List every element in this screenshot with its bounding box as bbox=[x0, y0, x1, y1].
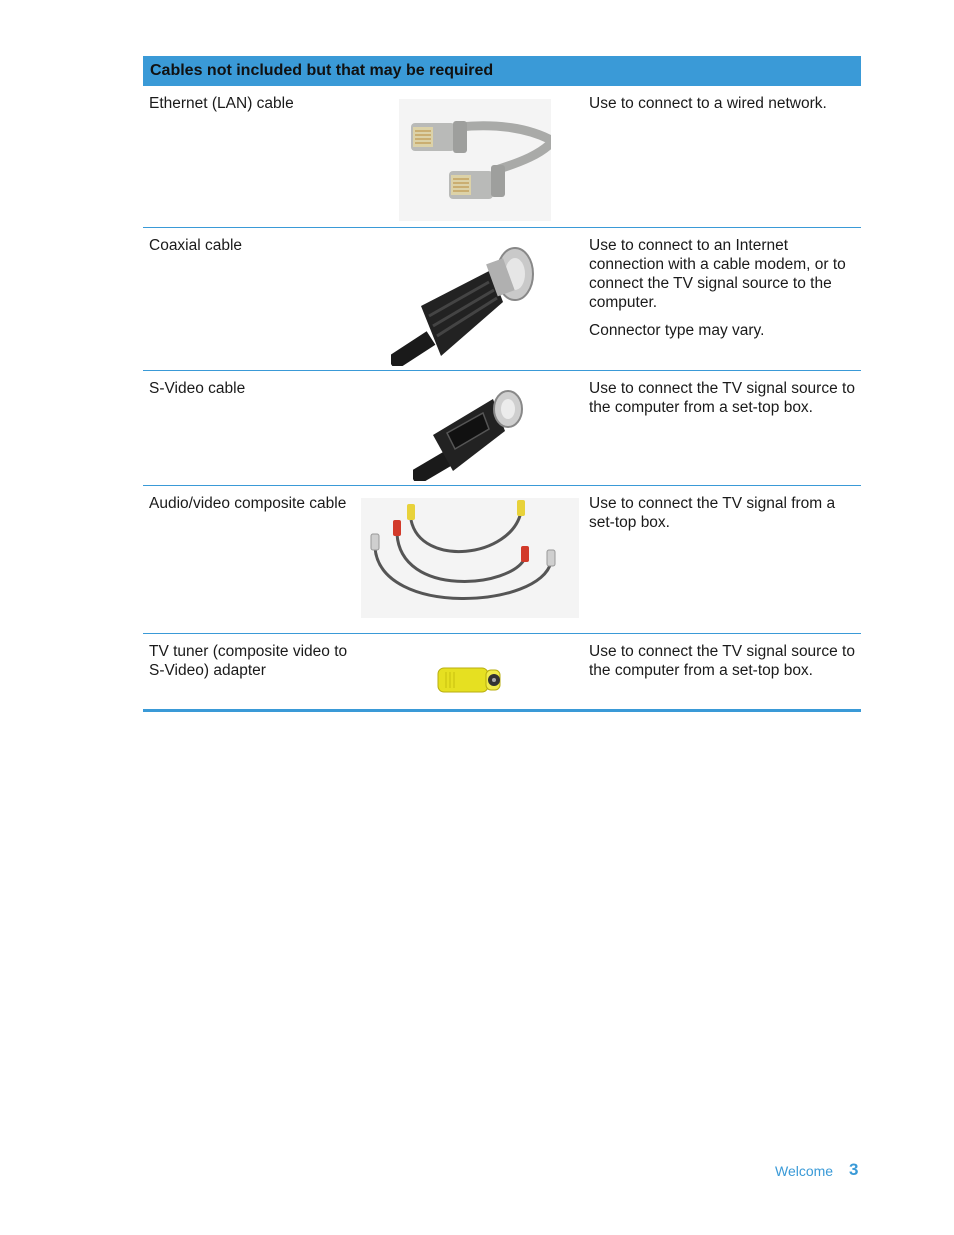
table-header: Cables not included but that may be required bbox=[143, 56, 861, 86]
description-paragraph: Use to connect to an Internet connection with a cable modem, or to connect the TV signal source to the computer. bbox=[589, 237, 846, 311]
description-paragraph: Use to connect the TV signal source to the computer from a set-top box. bbox=[589, 380, 855, 416]
s-video-cable-photo bbox=[413, 385, 523, 481]
description-paragraph: Connector type may vary. bbox=[589, 322, 765, 339]
footer-section-name: Welcome bbox=[775, 1163, 834, 1179]
table-row bbox=[143, 86, 861, 228]
cable-description bbox=[589, 236, 857, 340]
cable-name: Ethernet (LAN) cable bbox=[149, 95, 294, 112]
description-paragraph: Use to connect to a wired network. bbox=[589, 95, 827, 112]
cable-description bbox=[589, 494, 857, 532]
description-paragraph: Use to connect the TV signal from a set-top box. bbox=[589, 495, 836, 531]
table-row bbox=[143, 634, 861, 712]
description-paragraph: Use to connect the TV signal source to the computer from a set-top box. bbox=[589, 643, 855, 679]
coaxial-cable-photo bbox=[391, 246, 541, 366]
cable-name: TV tuner (composite video to S-Video) adapter bbox=[149, 643, 348, 679]
cable-name: Coaxial cable bbox=[149, 237, 243, 254]
cable-description bbox=[589, 642, 857, 680]
table-row bbox=[143, 371, 861, 486]
av-composite-cable-photo bbox=[361, 498, 579, 618]
cable-name: S-Video cable bbox=[149, 380, 246, 397]
cables-table bbox=[143, 56, 861, 712]
table-row bbox=[143, 486, 861, 634]
cable-name: Audio/video composite cable bbox=[149, 495, 347, 512]
cable-description bbox=[589, 94, 857, 113]
page-number: 3 bbox=[849, 1160, 859, 1179]
cable-description bbox=[589, 379, 857, 417]
ethernet-cable-photo bbox=[399, 99, 551, 221]
tv-tuner-adapter-photo bbox=[436, 664, 504, 696]
table-row bbox=[143, 228, 861, 371]
